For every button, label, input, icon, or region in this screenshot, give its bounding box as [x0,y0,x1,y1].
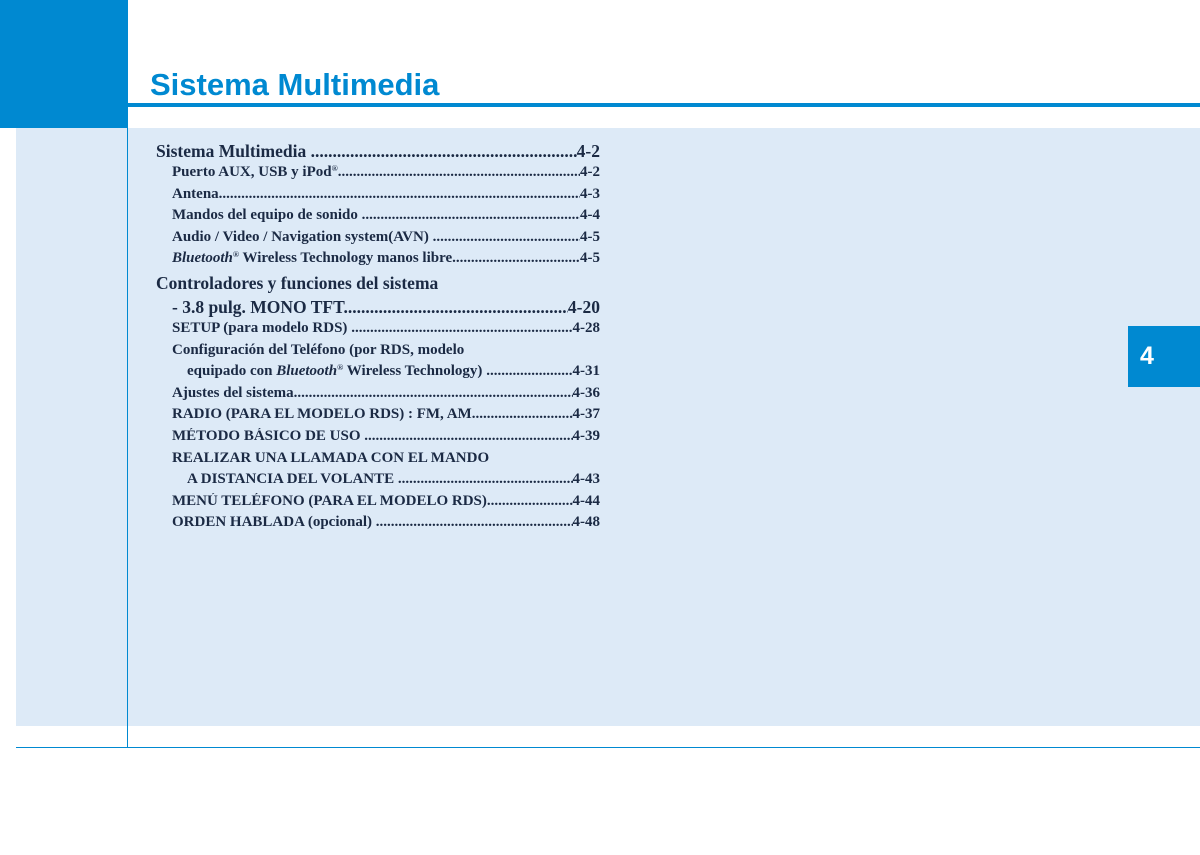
toc-page: 4-5 [580,250,600,266]
toc-label: Sistema Multimedia [156,141,311,161]
toc-label: ORDEN HABLADA (opcional) [172,514,376,530]
toc-label-italic: Bluetooth [172,250,233,266]
toc-label: Wireless Technology) [343,363,487,379]
toc-label: MENÚ TELÉFONO (PARA EL MODELO RDS) [172,493,487,509]
toc-entry-puerto-aux[interactable] [172,164,600,181]
toc-entry-setup[interactable] [172,320,600,337]
registered-mark: ® [331,164,338,174]
toc-entry-llamada[interactable] [187,471,600,488]
toc-page: 4-5 [580,229,600,245]
toc-label: Audio / Video / Navigation system(AVN) [172,229,433,245]
toc-label: equipado con [187,363,277,379]
toc-label: Mandos del equipo de sonido [172,207,362,223]
toc-label: Wireless Technology manos libre [239,250,453,266]
toc-page: 4-44 [572,493,600,509]
toc-label: Antena [172,186,219,202]
title-rule [128,103,1200,107]
registered-mark: ® [232,250,240,260]
toc-entry-controladores[interactable] [172,297,600,318]
toc-entry-mandos[interactable] [172,207,600,224]
registered-mark: ® [337,363,344,373]
toc-label: Ajustes del sistema [172,385,294,401]
toc-entry-antena[interactable] [172,186,600,203]
toc-entry-configuracion-telefono[interactable] [187,363,600,380]
toc-entry-bluetooth[interactable] [172,250,600,267]
chapter-tab[interactable]: 4 [1128,326,1200,387]
toc-entry-configuracion-telefono-line1[interactable] [172,342,600,359]
toc-entry-radio[interactable] [172,406,600,423]
toc-entry-controladores-heading[interactable] [156,273,600,294]
toc-page: 4-3 [580,186,600,202]
chapter-color-block [0,0,128,128]
toc-page: 4-37 [572,406,600,422]
toc-entry-orden-hablada[interactable] [172,514,600,531]
toc-label: Configuración del Teléfono (por RDS, modelo [172,342,465,358]
toc-label: MÉTODO BÁSICO DE USO [172,428,365,444]
vertical-divider [127,128,128,748]
toc-page: 4-2 [576,141,600,161]
toc-label: RADIO (PARA EL MODELO RDS) : FM, AM [172,406,472,422]
toc-page: 4-4 [580,207,600,223]
toc-label: Controladores y funciones del sistema [156,273,439,293]
toc-entry-metodo-basico[interactable] [172,428,600,445]
toc-entry-sistema-multimedia[interactable] [156,141,600,162]
toc-page: 4-39 [572,428,600,444]
toc-page: 4-31 [572,363,600,379]
toc-label: - 3.8 pulg. MONO TFT [172,297,344,317]
toc-entry-menu-telefono[interactable] [172,493,600,510]
toc-entry-avn[interactable] [172,229,600,246]
toc-label: SETUP (para modelo RDS) [172,320,352,336]
toc-page: 4-20 [567,297,600,317]
toc-page: 4-48 [572,514,600,530]
toc-entry-llamada-line1[interactable] [172,450,600,467]
toc-page: 4-36 [572,385,600,401]
bottom-divider [16,747,1200,748]
toc-label-italic: Bluetooth [276,363,338,379]
page-title: Sistema Multimedia [150,67,440,102]
toc-page: 4-43 [572,471,600,487]
toc-page: 4-28 [572,320,600,336]
toc-entry-ajustes[interactable] [172,385,600,402]
toc-label: Puerto AUX, USB y iPod [172,164,332,180]
toc-label: REALIZAR UNA LLAMADA CON EL MANDO [172,450,490,466]
toc-label: A DISTANCIA DEL VOLANTE [187,471,398,487]
toc-page: 4-2 [580,164,600,180]
